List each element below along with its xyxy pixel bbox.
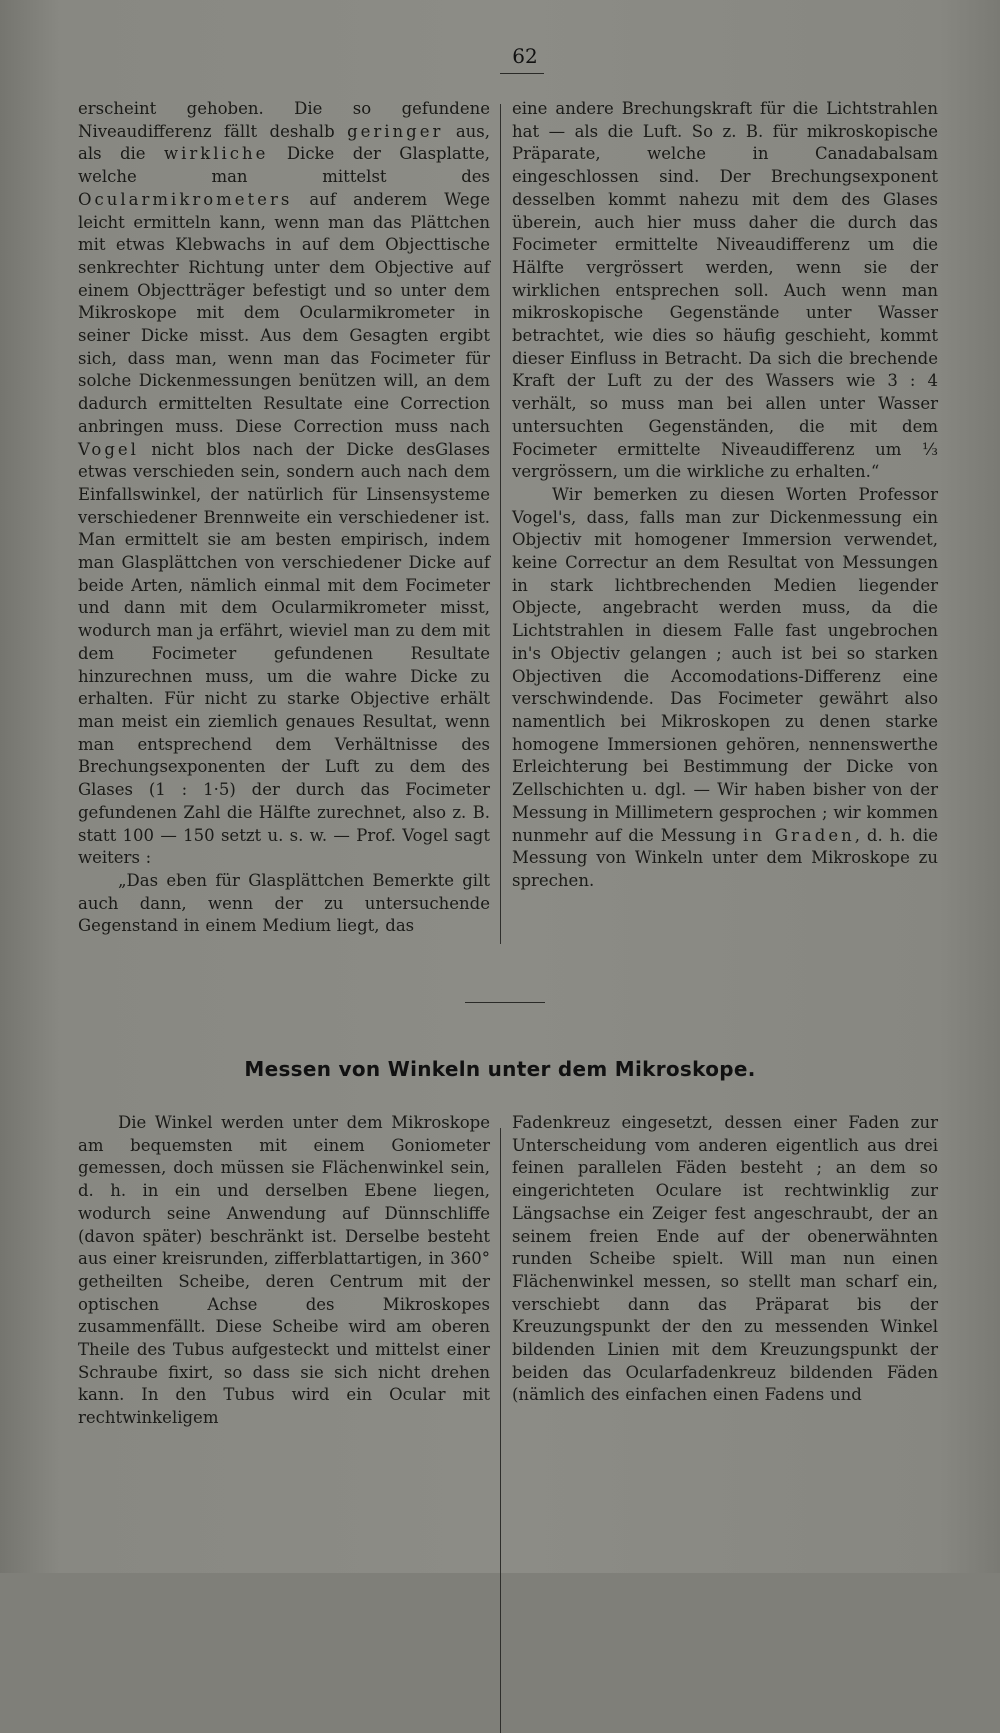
text-run: Dicke der Glasplatte, welche man mittelst des xyxy=(78,144,490,187)
upper-left-column xyxy=(78,98,490,938)
text-run: aus, als die xyxy=(78,121,491,164)
spaced-word: wirkliche xyxy=(163,144,269,164)
upper-right-paragraph-2 xyxy=(512,484,938,893)
text-run: , d. h. die Messung von Winkeln unter dem Mikroskope zu sprechen. xyxy=(512,825,939,890)
lower-right-paragraph: Fadenkreuz eingesetzt, dessen einer Faden zur Unterscheidung vom anderen eigentlich aus drei feinen parallelen Fäden besteht ; an dem so eingerichteten Oculare ist rechtwinklig zur Längsachse ein Zeiger fest angeschraubt, der an seinem freien Ende auf der obenerwähnten runden Scheibe spielt. Will man nun einen Flächenwinkel messen, so stellt man scharf ein, verschiebt dann das Präparat bis der Kreuzungspunkt der den zu messenden Winkel bildenden Linien mit dem Kreuzungspunkt der beiden das Ocularfadenkreuz bildenden Fäden (nämlich des einfachen einen Fadens und xyxy=(512,1113,938,1405)
upper-right-paragraph-1: eine andere Brechungskraft für die Lichtstrahlen hat — als die Luft. So z. B. für mikroskopische Präparate, welche in Canadabalsam eingeschlossen sind. Der Brechungsexponent desselben kommt nahezu mit dem des Glases überein, auch hier muss daher die durch das Focimeter ermittelte Niveaudifferenz um die Hälfte vergrössert werden, wenn sie der wirklichen entsprechen soll. Auch wenn man mikroskopische Gegenstände unter Wasser betrachtet, wie dies so häufig geschieht, kommt dieser Einfluss in Betracht. Da sich die brechende Kraft der Luft zu der des Wassers wie 3 : 4 verhält, so muss man bei allen unter Wasser untersuchten Gegenständen, die mit dem Focimeter ermittelte Niveaudifferenz um ⅓ vergrössern, um die wirkliche zu erhalten.“ xyxy=(512,99,938,482)
column-divider-lower xyxy=(500,1128,501,1733)
page-number: 62 xyxy=(512,44,538,68)
spaced-word: Ocularmikrometers xyxy=(78,189,293,209)
text-run: nicht blos nach der Dicke desGlases etwas verschieden sein, sondern auch nach dem Einfallswinkel, der natürlich für Linsensysteme verschiedener Brennweite ein verschiedener ist. Man ermittelt sie am besten empirisch, indem man Glasplättchen von verschiedener Dicke auf beide Arten, nämlich einmal mit dem Focimeter und dann mit dem Ocularmikrometer misst, wodurch man ja erfährt, wieviel man zu dem mit dem Focimeter gefundenen Resultate hinzurechnen muss, um die wahre Dicke zu erhalten. Für nicht zu starke Objective erhält man meist ein ziemlich genaues Resultat, wenn man entsprechend dem Verhältnisse des Brechungsexponenten der Luft zu dem des Glases (1 : 1·5) der durch das Focimeter gefundenen Zahl die Hälfte zurechnet, also z. B. statt 100 — 150 setzt u. s. w. — Prof. Vogel sagt weiters : xyxy=(78,439,490,868)
section-title: Messen von Winkeln unter dem Mikroskope. xyxy=(244,1057,756,1081)
spaced-word: in Graden xyxy=(743,825,855,845)
section-separator xyxy=(465,1002,545,1003)
lower-right-column xyxy=(512,1112,938,1407)
spaced-word: geringer xyxy=(347,121,444,141)
upper-left-paragraph-2: „Das eben für Glasplättchen Bemerkte gilt auch dann, wenn der zu untersuchende Gegenstand in einem Medium liegt, das xyxy=(78,870,490,936)
column-divider-upper xyxy=(500,104,501,944)
upper-right-column xyxy=(512,98,938,893)
text-run: Wir bemerken zu diesen Worten Professor Vogel's, dass, falls man zur Dickenmessung ein Objectiv mit homogener Immersion verwendet, keine Correctur an dem Resultat von Messungen in stark lichtbrechenden Medien liegender Objecte, angebracht werden muss, da die Lichtstrahlen in diesem Falle fast ungebrochen in's Objectiv gelangen ; auch ist bei so starken Objectiven die Accomodations-Differenz eine verschwindende. Das Focimeter gewährt also namentlich bei Mikroskopen zu denen starke homogene Immersionen gehören, nennenswerthe Erleichterung bei Bestimmung der Dicke von Zellschichten u. dgl. — Wir haben bisher von der Messung in Millimetern gesprochen ; wir kommen nunmehr auf die Messung xyxy=(512,484,939,845)
text-run: auf anderem Wege leicht ermitteln kann, wenn man das Plättchen mit etwas Klebwachs in auf dem Objecttische senkrechter Richtung unter dem Objective auf einem Objectträger befestigt und so unter dem Mikroskope mit dem Ocularmikrometer in seiner Dicke misst. Aus dem Gesagten ergibt sich, dass man, wenn man das Focimeter für solche Dickenmessungen benützen will, an dem dadurch ermittelten Resultate eine Correction anbringen muss. Diese Correction muss nach xyxy=(78,189,490,436)
lower-left-column xyxy=(78,1112,490,1430)
upper-left-paragraph-1 xyxy=(78,98,490,870)
text-run: erscheint gehoben. Die so gefundene Niveaudifferenz fällt deshalb xyxy=(78,99,490,141)
spaced-word: Vogel xyxy=(78,439,139,459)
lower-left-paragraph: Die Winkel werden unter dem Mikroskope am bequemsten mit einem Goniometer gemessen, doch müssen sie Flächenwinkel sein, d. h. in ein und derselben Ebene liegen, wodurch seine Anwendung auf Dünnschliffe (davon später) beschränkt ist. Derselbe besteht aus einer kreisrunden, zifferblattartigen, in 360° getheilten Scheibe, deren Centrum mit der optischen Achse des Mikroskopes zusammenfällt. Diese Scheibe wird am oberen Theile des Tubus aufgesteckt und mittelst einer Schraube fixirt, so dass sie sich nicht drehen kann. In den Tubus wird ein Ocular mit rechtwinkeligem xyxy=(78,1113,490,1428)
page-number-rule xyxy=(500,73,544,74)
